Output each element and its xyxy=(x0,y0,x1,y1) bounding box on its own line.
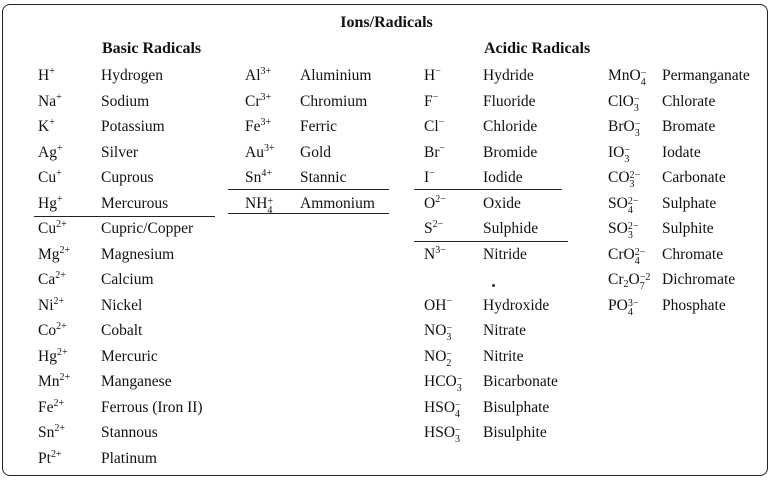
ion-symbol: Cl− xyxy=(424,117,445,135)
acidic-radicals-heading: Acidic Radicals xyxy=(484,40,591,57)
basic-radicals-heading: Basic Radicals xyxy=(102,40,202,57)
ion-symbol: F− xyxy=(424,91,439,110)
ion-name: Chromium xyxy=(300,92,368,110)
ion-symbol: $Cr^{3+}$ xyxy=(245,91,272,110)
ion-name: Bicarbonate xyxy=(483,373,558,390)
ion-symbol: Br− xyxy=(424,142,446,161)
ion-symbol: $Co^{2+}$ xyxy=(38,321,67,339)
ion-name: Ferric xyxy=(300,118,338,135)
ion-name: Sulphate xyxy=(662,194,717,212)
ion-name: Cobalt xyxy=(101,322,143,339)
ion-symbol: Hg+ xyxy=(38,193,63,212)
ion-symbol: Cu+ xyxy=(38,168,62,186)
ion-name: Carbonate xyxy=(662,169,726,186)
ion-name: Silver xyxy=(101,143,139,161)
ion-name: Nickel xyxy=(101,296,143,314)
ion-name: Phosphate xyxy=(662,296,726,314)
ion-symbol: K+ xyxy=(38,117,55,135)
ion-name: Cupric/Copper xyxy=(101,220,194,237)
divider-line xyxy=(34,216,215,217)
ion-symbol: IO − 3 xyxy=(608,143,630,165)
ion-name: Stannic xyxy=(300,169,347,186)
ion-name: Iodate xyxy=(662,143,701,161)
ion-symbol: PO 3− 4 xyxy=(608,296,639,318)
ion-symbol: BrO − 3 xyxy=(608,118,641,139)
ion-symbol: OH− xyxy=(424,295,453,314)
ion-symbol: CrO 2− 4 xyxy=(608,245,646,267)
ion-symbol: $Cu^{2+}$ xyxy=(38,219,67,237)
ion-symbol: $Mg^{2+}$ xyxy=(38,244,71,263)
ion-symbol: $Sn^{4+}$ xyxy=(245,168,273,186)
ion-symbol: SO 2− 4 xyxy=(608,194,639,216)
divider-line xyxy=(414,189,562,190)
ion-name: Platinum xyxy=(101,449,157,467)
ion-name: Ferrous (Iron II) xyxy=(101,398,203,416)
ion-symbol: Ag+ xyxy=(38,142,63,161)
ion-symbol: ClO − 3 xyxy=(608,92,640,114)
ion-name: Hydrogen xyxy=(101,67,163,84)
ion-name: Aluminium xyxy=(300,67,372,84)
ion-symbol: SO 2− 3 xyxy=(608,220,639,241)
ion-name: Cuprous xyxy=(101,169,154,186)
ion-name: Mercuric xyxy=(101,347,158,365)
ion-symbol: CO 2− 3 xyxy=(608,169,641,190)
ion-name: Bromate xyxy=(662,118,716,135)
ion-name: Calcium xyxy=(101,271,154,288)
ion-name: Potassium xyxy=(101,118,165,135)
ion-name: Bisulphite xyxy=(483,424,547,441)
ion-symbol: $S^{2-}$ xyxy=(424,219,444,237)
ion-name: Sulphide xyxy=(483,220,539,237)
ion-name: Iodide xyxy=(483,169,523,186)
ion-name: Chlorate xyxy=(662,92,716,110)
ion-symbol: $N^{3-}$ xyxy=(424,244,446,263)
ion-name: Chloride xyxy=(483,118,538,135)
ion-name: Bromide xyxy=(483,143,538,161)
ion-name: Hydroxide xyxy=(483,296,550,314)
ion-symbol: HSO − 3 xyxy=(424,424,461,445)
ion-symbol: MnO − 4 xyxy=(608,67,647,88)
ion-symbol: H+ xyxy=(38,66,55,84)
table-title: Ions/Radicals xyxy=(340,14,433,31)
ion-name: Stannous xyxy=(101,424,158,441)
ion-name: Ammonium xyxy=(300,194,375,212)
ion-symbol: $Au^{3+}$ xyxy=(245,142,275,161)
divider-line xyxy=(414,241,568,242)
divider-line xyxy=(228,189,389,190)
ion-name: Magnesium xyxy=(101,245,175,263)
ion-name: Permanganate xyxy=(662,67,750,84)
ion-name: Nitride xyxy=(483,245,527,263)
ion-symbol: HSO − 4 xyxy=(424,398,461,420)
ion-symbol: $Al^{3+}$ xyxy=(245,66,272,84)
ion-name: Nitrate xyxy=(483,322,527,339)
ion-symbol: $Sn^{2+}$ xyxy=(38,423,66,441)
ion-name: Hydride xyxy=(483,67,534,84)
ion-symbol: $Ca^{2+}$ xyxy=(38,270,66,288)
ion-name: Fluoride xyxy=(483,92,536,110)
ion-symbol: $Fe^{2+}$ xyxy=(38,397,65,416)
ion-name: Dichromate xyxy=(662,271,736,288)
ion-name: Mercurous xyxy=(101,194,169,212)
ion-name: Bisulphate xyxy=(483,398,550,416)
divider-line xyxy=(228,213,389,214)
ion-name: Nitrite xyxy=(483,347,524,365)
ion-symbol: $Cr_2O$ −2 7 xyxy=(608,271,651,292)
ion-symbol: $Fe^{3+}$ xyxy=(245,117,272,135)
ion-symbol: HCO − 3 xyxy=(424,373,463,394)
ion-name: Gold xyxy=(300,143,331,161)
ion-name: Sulphite xyxy=(662,220,714,237)
ion-symbol: NH + 4 xyxy=(245,194,274,216)
ion-symbol: H− xyxy=(424,66,441,84)
ion-symbol: $Ni^{2+}$ xyxy=(38,295,65,314)
ion-name: Sodium xyxy=(101,92,150,110)
ion-symbol: $Mn^{2+}$ xyxy=(38,372,71,390)
ion-symbol: $Hg^{2+}$ xyxy=(38,346,68,365)
ion-name: Oxide xyxy=(483,194,521,212)
ion-symbol: NO − 2 xyxy=(424,347,453,369)
ion-symbol: $Pt^{2+}$ xyxy=(38,448,62,467)
ion-name: Manganese xyxy=(101,373,172,390)
ion-symbol: NO − 3 xyxy=(424,322,453,343)
ion-symbol: I− xyxy=(424,168,435,186)
ion-symbol: Na+ xyxy=(38,91,62,110)
stray-dot xyxy=(492,284,495,287)
ion-name: Chromate xyxy=(662,245,724,263)
ion-symbol: $O^{2-}$ xyxy=(424,193,446,212)
